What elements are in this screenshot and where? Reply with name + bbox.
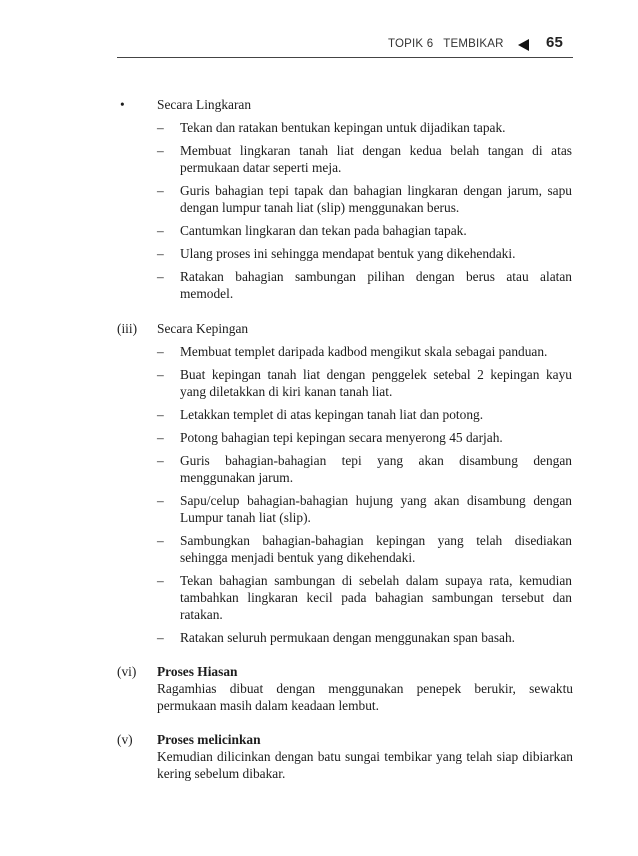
- list-item-text: Ratakan bahagian sambungan pilihan dengan berus atau alatan memodel.: [180, 269, 572, 301]
- section-title: Proses Hiasan: [157, 664, 238, 679]
- list-item-text: Membuat lingkaran tanah liat dengan kedua belah tangan di atas permukaan datar seperti meja.: [180, 143, 572, 175]
- list-item: [157, 452, 572, 486]
- list-item-text: Tekan bahagian sambungan di sebelah dalam supaya rata, kemudian tambahkan lingkaran kecil pada bahagian sambungan tersebut dan ratakan.: [180, 573, 572, 622]
- list-item: [157, 572, 572, 623]
- section-title: Proses melicinkan: [157, 732, 261, 747]
- list-item: [157, 182, 572, 216]
- list-item-text: Ulang proses ini sehingga mendapat bentuk yang dikehendaki.: [180, 246, 516, 261]
- list-item-text: Potong bahagian tepi kepingan secara menyerong 45 darjah.: [180, 430, 503, 445]
- dash-marker: –: [157, 269, 164, 284]
- dash-marker: –: [157, 367, 164, 382]
- list-item: [157, 629, 572, 646]
- list-item-text: Sambungkan bahagian-bahagian kepingan yang telah disediakan sehingga menjadi bentuk yang dikehendaki.: [180, 533, 572, 565]
- topic-label: TOPIK 6 TEMBIKAR: [388, 38, 504, 50]
- section-marker: (vi): [117, 664, 137, 679]
- list-item-text: Letakkan templet di atas kepingan tanah liat dan potong.: [180, 407, 484, 422]
- list-item: [157, 429, 572, 446]
- dash-marker: –: [157, 430, 164, 445]
- triangle-left-icon: [518, 39, 529, 51]
- dash-marker: –: [157, 183, 164, 198]
- header-rule: [117, 57, 573, 58]
- list-item: [157, 492, 572, 526]
- section-marker: (v): [117, 732, 133, 747]
- section-lingkaran: [120, 96, 573, 113]
- list-item: [157, 222, 572, 239]
- list-item-text: Ratakan seluruh permukaan dengan menggunakan span basah.: [180, 630, 516, 645]
- list-item-text: Cantumkan lingkaran dan tekan pada bahagian tapak.: [180, 223, 467, 238]
- list-item-text: Membuat templet daripada kadbod mengikut skala sebagai panduan.: [180, 344, 548, 359]
- list-item-text: Guris bahagian tepi tapak dan bahagian lingkaran dengan jarum, sapu dengan lumpur tanah liat (slip) menggunakan berus.: [180, 183, 572, 215]
- list-item-text: Sapu/celup bahagian-bahagian hujung yang akan disambung dengan Lumpur tanah liat (slip).: [180, 493, 572, 525]
- section-title: Secara Kepingan: [157, 321, 249, 336]
- page-number: 65: [546, 34, 564, 51]
- section-marker: (iii): [117, 321, 138, 336]
- section-body: Kemudian dilicinkan dengan batu sungai tembikar yang telah siap dibiarkan kering sebelum dibakar.: [157, 749, 573, 781]
- list-item-text: Tekan dan ratakan bentukan kepingan untuk dijadikan tapak.: [180, 120, 506, 135]
- section-kepingan: [117, 320, 573, 337]
- dash-marker: –: [157, 223, 164, 238]
- bullet-marker: •: [120, 97, 125, 112]
- dash-marker: –: [157, 344, 164, 359]
- list-item: [157, 268, 572, 302]
- list-item: [157, 343, 572, 360]
- section-title: Secara Lingkaran: [157, 97, 252, 112]
- list-item-text: Guris bahagian-bahagian tepi yang akan disambung dengan menggunakan jarum.: [180, 453, 572, 485]
- list-item: [157, 366, 572, 400]
- dash-marker: –: [157, 493, 164, 508]
- section-hiasan: [117, 663, 573, 714]
- list-item: [157, 119, 572, 136]
- list-item-text: Buat kepingan tanah liat dengan penggelek setebal 2 kepingan kayu yang diletakkan di kiri kanan tanah liat.: [180, 367, 572, 399]
- dash-marker: –: [157, 407, 164, 422]
- section-melicinkan: [117, 731, 573, 782]
- running-header: [368, 34, 573, 56]
- dash-marker: –: [157, 453, 164, 468]
- list-item: [157, 406, 572, 423]
- dash-marker: –: [157, 143, 164, 158]
- dash-marker: –: [157, 533, 164, 548]
- page-content: [0, 96, 638, 782]
- dash-marker: –: [157, 120, 164, 135]
- dash-marker: –: [157, 630, 164, 645]
- list-item: [157, 532, 572, 566]
- list-item: [157, 142, 572, 176]
- section-body: Ragamhias dibuat dengan menggunakan penepek berukir, sewaktu permukaan masih dalam keadaan lembut.: [157, 681, 573, 713]
- dash-marker: –: [157, 246, 164, 261]
- dash-marker: –: [157, 573, 164, 588]
- list-item: [157, 245, 572, 262]
